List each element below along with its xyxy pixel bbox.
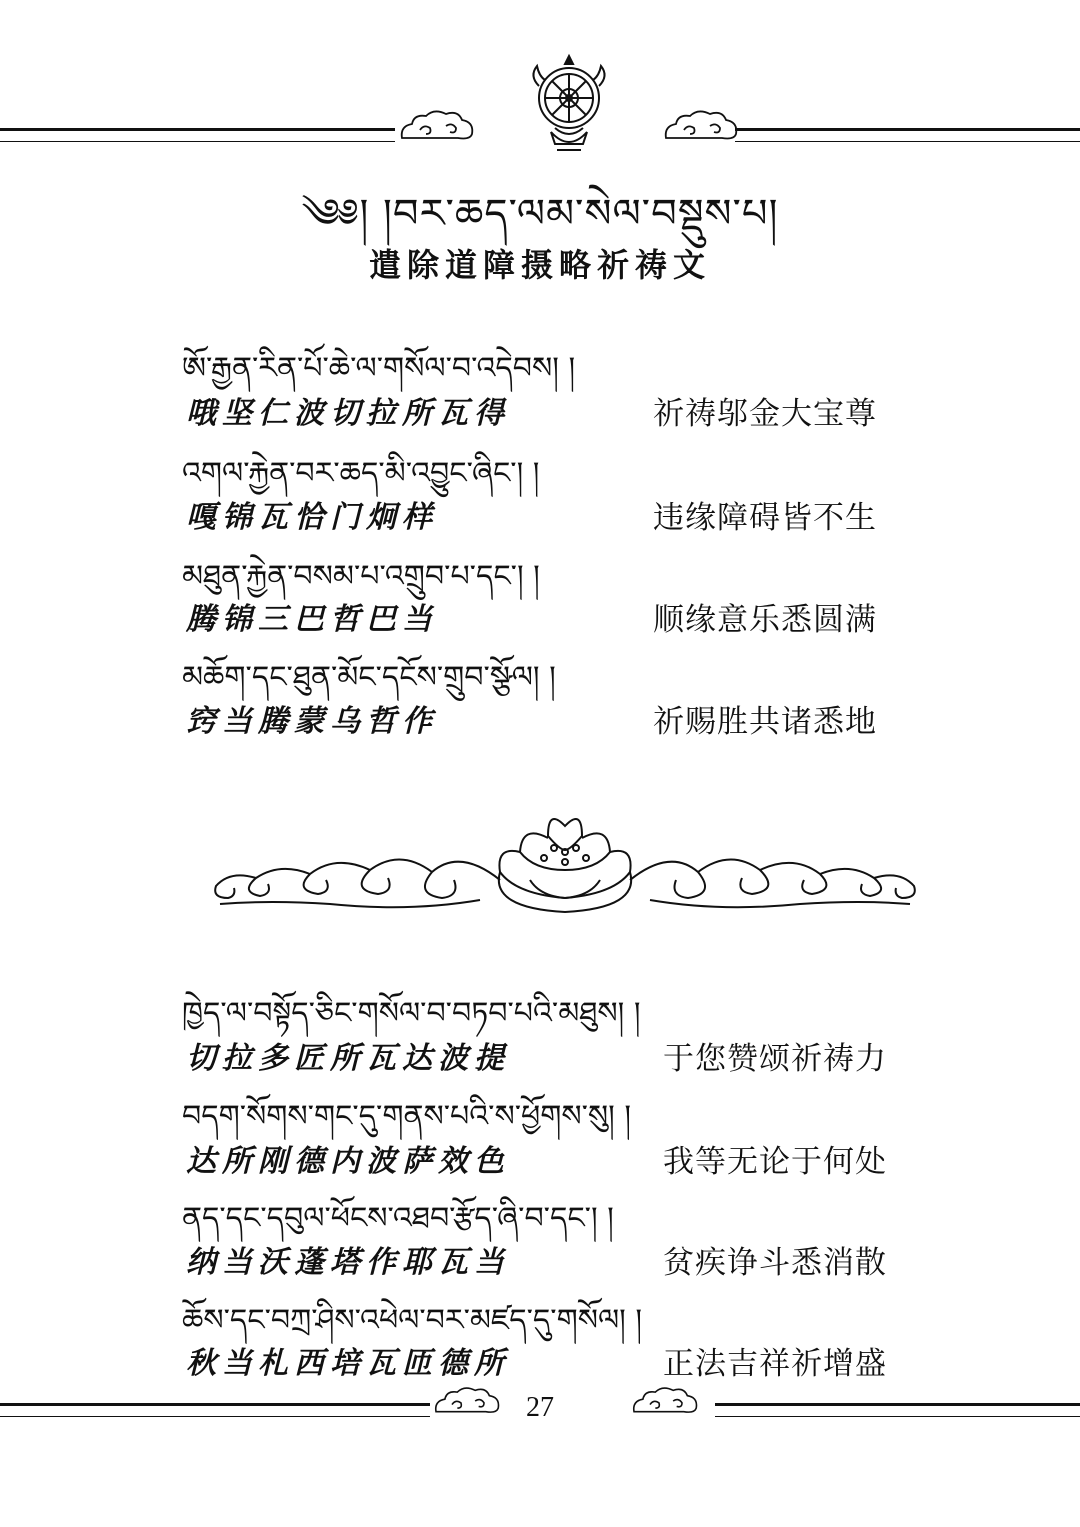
verse-line-translation: 我等无论于何处 [663,1144,887,1180]
verse-line-translation: 违缘障碍皆不生 [653,500,877,536]
page-number: 27 [526,1392,554,1423]
title-chinese: 遣除道障摄略祈祷文 [368,246,711,284]
lotus-scroll-ornament-icon [210,808,920,920]
verse-line-translation: 祈赐胜共诸悉地 [653,704,877,740]
verse-line-phonetic: 切拉多匠所瓦达波提 [186,1041,510,1076]
cloud-ornament-icon [398,108,478,144]
verse-line-phonetic: 窍当腾蒙乌哲作 [186,704,438,739]
verse-line-translation: 顺缘意乐悉圆满 [653,602,877,638]
verse-line-phonetic: 腾锦三巴哲巴当 [186,602,438,637]
verse-line-tibetan: བདག་སོགས་གང་དུ་གནས་པའི་ས་ཕྱོགས་སུ། ། [182,1099,632,1134]
verse-line-translation: 贫疾诤斗悉消散 [663,1245,887,1281]
verse-line-translation: 于您赞颂祈祷力 [663,1041,887,1077]
verse-line-tibetan: མཐུན་རྐྱེན་བསམ་པ་འགྲུབ་པ་དང་། ། [182,559,540,594]
title-tibetan: ༄༅། །བར་ཆད་ལམ་སེལ་བསྡུས་པ། [301,191,779,237]
verse-line-phonetic: 达所刚德内波萨效色 [186,1144,510,1179]
header-rule-right [735,128,1080,142]
verse-line-phonetic: 嘎锦瓦恰门炯样 [186,500,438,535]
verse-line-tibetan: ཨོ་རྒྱན་རིན་པོ་ཆེ་ལ་གསོལ་བ་འདེབས། ། [182,351,576,386]
verse-line-tibetan: མཆོག་དང་ཐུན་མོང་དངོས་གྲུབ་སྩོལ། ། [182,660,556,695]
verse-line-translation: 祈祷邬金大宝尊 [653,396,877,432]
verse-line-translation: 正法吉祥祈增盛 [663,1346,887,1382]
dharma-wheel-icon [525,52,613,157]
verse-line-phonetic: 哦坚仁波切拉所瓦得 [186,396,510,431]
verse-line-tibetan: ཆོས་དང་བཀྲ་ཤིས་འཕེལ་བར་མཛད་དུ་གསོལ། ། [182,1303,642,1338]
verse-line-tibetan: ཁྱེད་ལ་བསྟོད་ཅིང་གསོལ་བ་བཏབ་པའི་མཐུས། ། [182,996,641,1031]
verse-line-phonetic: 秋当札西培瓦匝德所 [186,1346,510,1381]
cloud-ornament-icon [662,108,742,144]
verse-line-phonetic: 纳当沃蓬塔作耶瓦当 [186,1245,510,1280]
header-rule-left [0,128,395,142]
verse-line-tibetan: ནད་དང་དབུལ་ཕོངས་འཐབ་རྩོད་ཞི་བ་དང་། ། [182,1201,614,1236]
verse-line-tibetan: འགལ་རྐྱེན་བར་ཆད་མི་འབྱུང་ཞིང་། ། [182,456,540,491]
